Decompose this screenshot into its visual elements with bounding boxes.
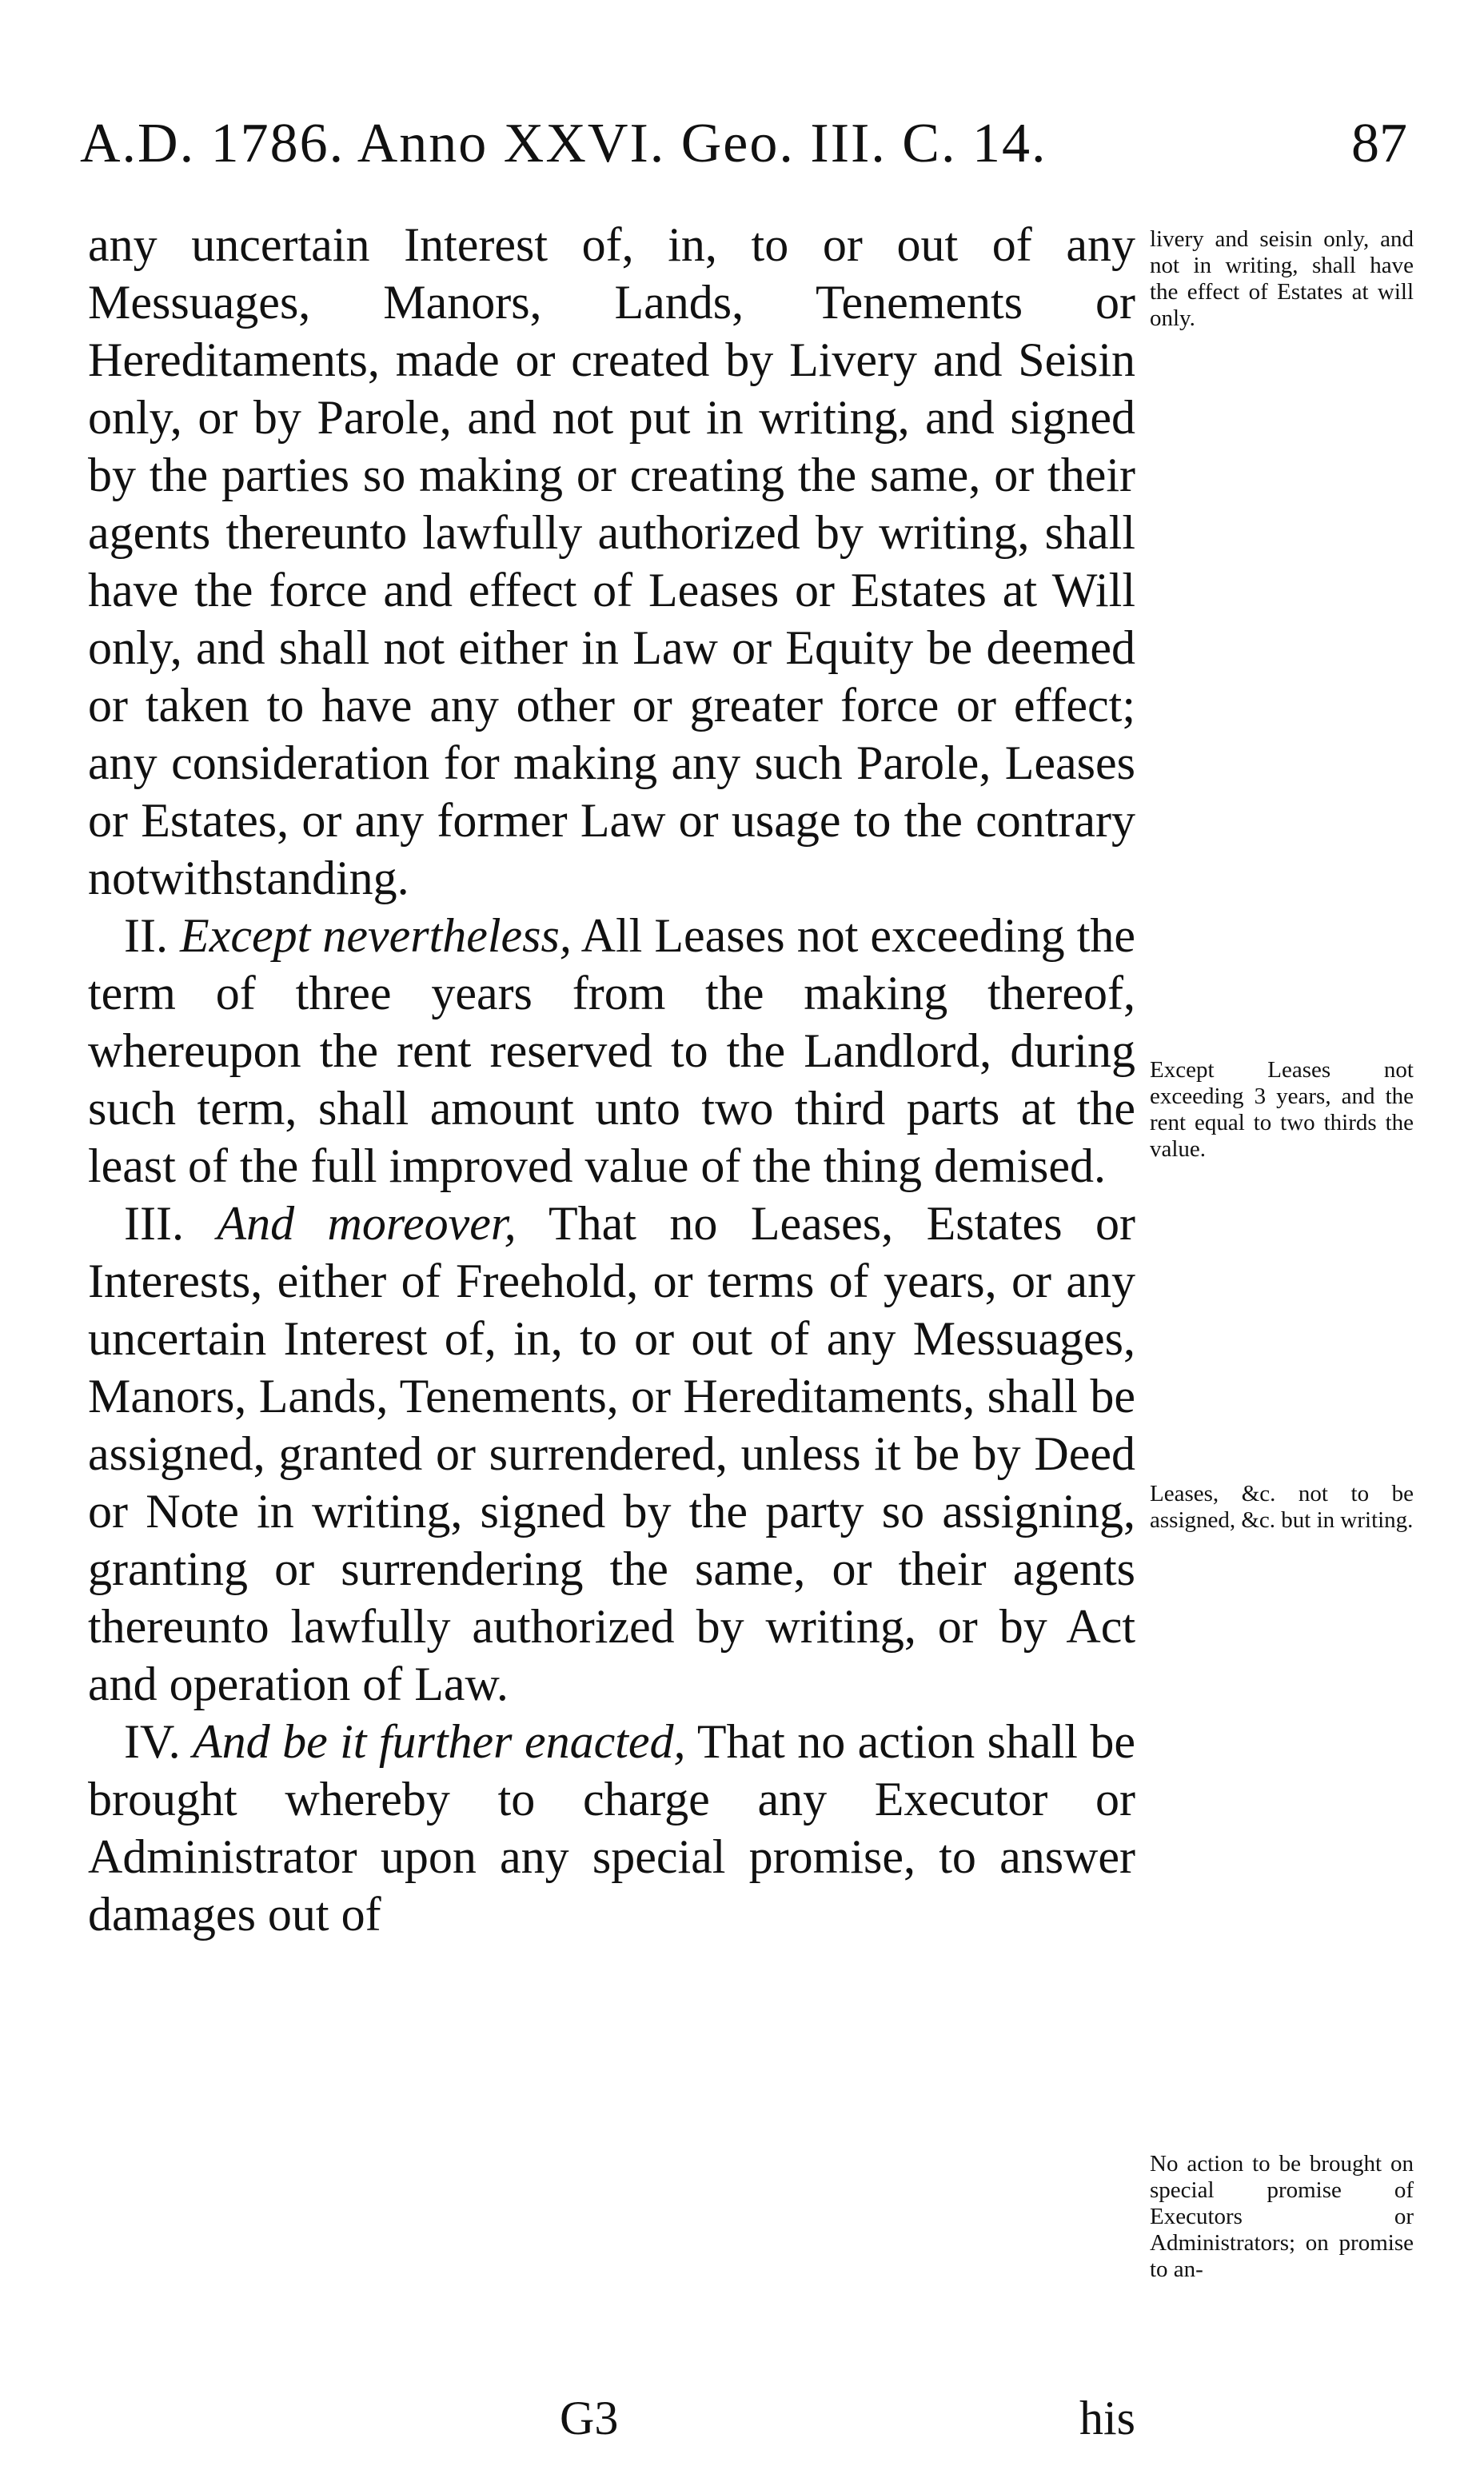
paragraph-text: All Leases not exceeding the term of three years from the making thereof, whereupon the rent reserved to the Landlord, during such term, shall amount unto two third parts at the least of the full improved value of the thing demised. [88,909,1135,1192]
section-number: II. [124,909,181,962]
paragraph-section-4 [88,1713,1135,1943]
section-italic-lead: Except nevertheless, [180,909,572,962]
signature-mark: G3 [560,2392,619,2444]
margin-note-livery: livery and seisin only, and not in writing, shall have the effect of Estates at will only. [1150,226,1414,331]
catchword: his [1079,2392,1135,2444]
page-number: 87 [1351,113,1407,174]
section-number: IV. [124,1715,193,1768]
paragraph-text: That no Leases, Estates or Interests, either of Freehold, or terms of years, or any uncertain Interest of, in, to or out of any Messuages, Manors, Lands, Tenements, or Hereditaments, shall be assigned, granted or surrendered, unless it be by Deed or Note in writing, signed by the party so assigning, granting or surrendering the same, or their agents thereunto lawfully authorized by writing, or by Act and operation of Law. [88,1197,1135,1710]
margin-note-no-action: No action to be brought on special promise of Executors or Administrators; on promise to an- [1150,2151,1414,2282]
margin-note-leases-assigned: Leases, &c. not to be assigned, &c. but in writing. [1150,1481,1414,1533]
section-italic-lead: And be it further enacted, [193,1715,686,1768]
running-header [80,112,1407,192]
paragraph-continuation [88,216,1135,907]
section-number: III. [124,1197,217,1250]
margin-note-except-leases: Except Leases not exceeding 3 years, and the rent equal to two thirds the value. [1150,1057,1414,1162]
paragraph-section-3 [88,1195,1135,1713]
main-text [88,216,1135,1943]
paragraph-text: That no action shall be brought whereby to charge any Executor or Administrator upon any special promise, to answer damages out of [88,1715,1136,1941]
section-italic-lead: And moreover, [217,1197,517,1250]
page-footer [88,2391,1135,2455]
running-head-title: A.D. 1786. Anno XXVI. Geo. III. C. 14. [80,113,1047,174]
paragraph-text: any uncertain Interest of, in, to or out of any Messuages, Manors, Lands, Tenements or Hereditaments, made or created by Livery and Seisin only, or by Parole, and not put in writing, and signed by the parties so making or creating the same, or their agents thereunto lawfully authorized by writing, shall have the force and effect of Leases or Estates at Will only, and shall not either in Law or Equity be deemed or taken to have any other or greater force or effect; any consideration for making any such Parole, Leases or Estates, or any former Law or usage to the contrary notwithstanding. [88,218,1135,904]
paragraph-section-2 [88,907,1135,1195]
